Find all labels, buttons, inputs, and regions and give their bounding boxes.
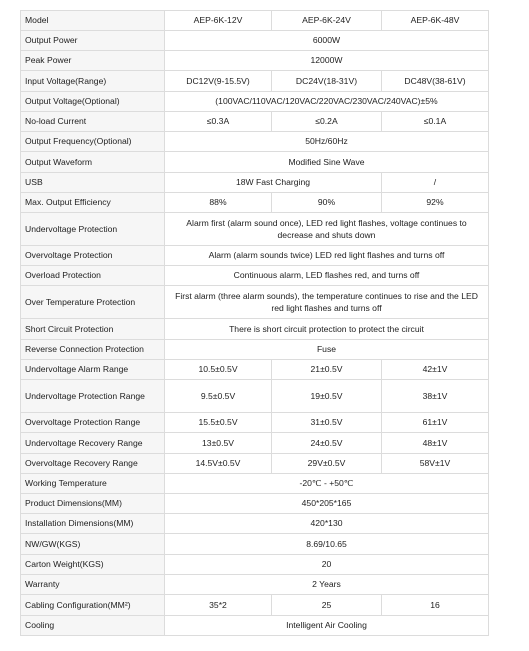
row-label: Cooling [21,616,165,636]
row-value: 6000W [165,31,489,51]
table-row [21,474,489,494]
row-value: Alarm (alarm sounds twice) LED red light flashes and turns off [165,246,489,266]
table-row [21,340,489,360]
table-row [21,494,489,514]
row-label: Overvoltage Protection Range [21,413,165,433]
table-row [21,575,489,595]
table-row [21,555,489,575]
row-value: 31±0.5V [272,413,382,433]
table-row [21,360,489,380]
row-value: 88% [165,193,272,213]
row-value: 24±0.5V [272,433,382,454]
row-value: 13±0.5V [165,433,272,454]
row-label: Input Voltage(Range) [21,71,165,92]
row-value: 90% [272,193,382,213]
row-value: Modified Sine Wave [165,152,489,173]
row-value: 35*2 [165,595,272,616]
row-label: Working Temperature [21,474,165,494]
row-label: Output Frequency(Optional) [21,132,165,152]
table-row [21,454,489,474]
row-label: Output Voltage(Optional) [21,92,165,112]
spec-table-body [21,11,489,636]
row-value: Continuous alarm, LED flashes red, and turns off [165,266,489,286]
row-value: -20℃ - +50℃ [165,474,489,494]
row-value: ≤0.2A [272,112,382,132]
row-value: 20 [165,555,489,575]
row-label: Undervoltage Protection Range [21,380,165,413]
row-value: 8.69/10.65 [165,534,489,555]
row-label: Peak Power [21,51,165,71]
table-row [21,319,489,340]
row-value: 21±0.5V [272,360,382,380]
row-label: No-load Current [21,112,165,132]
row-value: There is short circuit protection to protect the circuit [165,319,489,340]
row-value: DC48V(38-61V) [382,71,489,92]
table-row [21,132,489,152]
table-row [21,616,489,636]
row-label: Overvoltage Protection [21,246,165,266]
row-value: 29V±0.5V [272,454,382,474]
row-value: 15.5±0.5V [165,413,272,433]
table-row [21,514,489,534]
row-value: Alarm first (alarm sound once), LED red light flashes, voltage continues to decrease and shuts down [165,213,489,246]
table-row [21,413,489,433]
table-row [21,595,489,616]
table-row [21,112,489,132]
table-row [21,433,489,454]
row-value: ≤0.3A [165,112,272,132]
row-value: DC12V(9-15.5V) [165,71,272,92]
row-value: 450*205*165 [165,494,489,514]
row-label: Reverse Connection Protection [21,340,165,360]
row-label: Installation Dimensions(MM) [21,514,165,534]
row-label: Short Circuit Protection [21,319,165,340]
row-value: 16 [382,595,489,616]
row-value: 92% [382,193,489,213]
row-value: (100VAC/110VAC/120VAC/220VAC/230VAC/240VAC)±5% [165,92,489,112]
table-row [21,286,489,319]
row-value: ≤0.1A [382,112,489,132]
table-row [21,173,489,193]
row-value: 25 [272,595,382,616]
row-value: AEP-6K-48V [382,11,489,31]
row-label: USB [21,173,165,193]
table-row [21,266,489,286]
row-value: 19±0.5V [272,380,382,413]
row-label: Carton Weight(KGS) [21,555,165,575]
row-label: Undervoltage Protection [21,213,165,246]
row-label: Undervoltage Alarm Range [21,360,165,380]
table-row [21,152,489,173]
row-value: 50Hz/60Hz [165,132,489,152]
row-label: Output Waveform [21,152,165,173]
table-row [21,71,489,92]
table-row [21,92,489,112]
row-value: 18W Fast Charging [165,173,382,193]
row-value: 48±1V [382,433,489,454]
table-row [21,213,489,246]
row-value: AEP-6K-24V [272,11,382,31]
table-row [21,31,489,51]
row-value: 10.5±0.5V [165,360,272,380]
row-label: Output Power [21,31,165,51]
table-row [21,246,489,266]
row-value: 12000W [165,51,489,71]
row-value: 42±1V [382,360,489,380]
table-row [21,193,489,213]
row-value: / [382,173,489,193]
row-value: Fuse [165,340,489,360]
row-label: Overvoltage Recovery Range [21,454,165,474]
row-label: Model [21,11,165,31]
row-label: Undervoltage Recovery Range [21,433,165,454]
row-label: Warranty [21,575,165,595]
row-value: 14.5V±0.5V [165,454,272,474]
row-value: 9.5±0.5V [165,380,272,413]
row-value: 58V±1V [382,454,489,474]
table-row [21,51,489,71]
row-label: NW/GW(KGS) [21,534,165,555]
spec-table [20,10,489,636]
row-value: AEP-6K-12V [165,11,272,31]
table-row [21,380,489,413]
row-label: Overload Protection [21,266,165,286]
row-label: Max. Output Efficiency [21,193,165,213]
row-value: Intelligent Air Cooling [165,616,489,636]
row-label: Over Temperature Protection [21,286,165,319]
row-label: Cabling Configuration(MM²) [21,595,165,616]
row-value: 38±1V [382,380,489,413]
row-value: First alarm (three alarm sounds), the temperature continues to rise and the LED red light flashes and turns off [165,286,489,319]
row-label: Product Dimensions(MM) [21,494,165,514]
table-row [21,534,489,555]
table-row [21,11,489,31]
row-value: DC24V(18-31V) [272,71,382,92]
row-value: 2 Years [165,575,489,595]
row-value: 420*130 [165,514,489,534]
row-value: 61±1V [382,413,489,433]
